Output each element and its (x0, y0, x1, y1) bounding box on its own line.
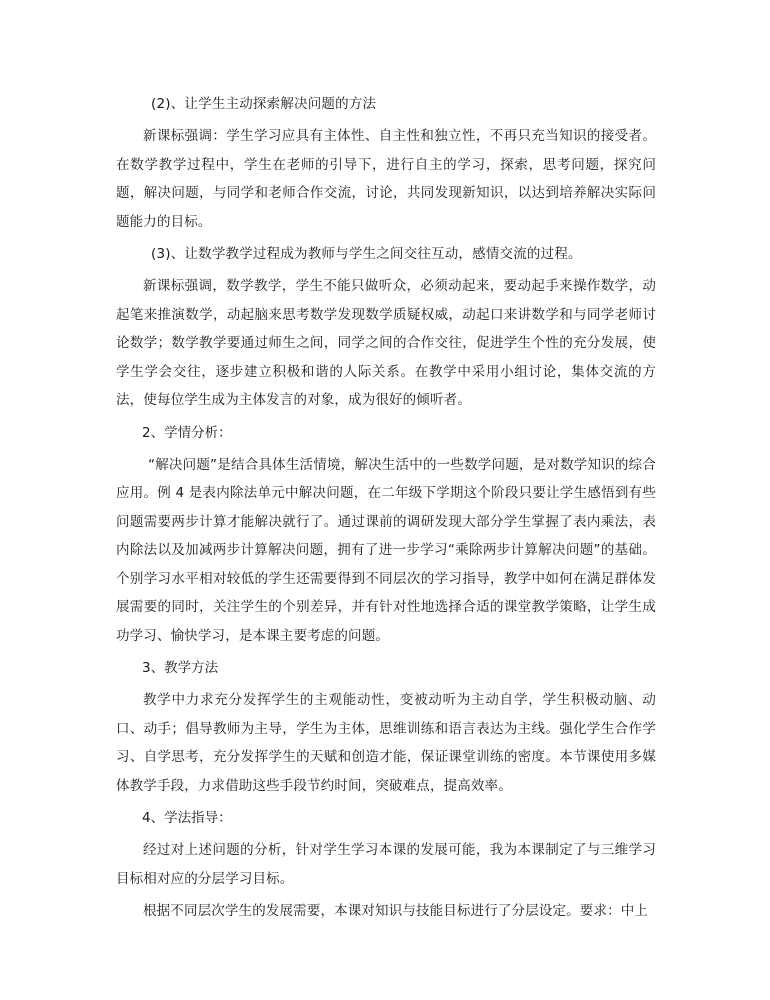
paragraph-student-analysis: “解决问题”是结合具体生活情境，解决生活中的一些数学问题，是对数学知识的综合应用。例 4 是表内除法单元中解决问题，在二年级下学期这个阶段只要让学生感悟到有些问题需要两步计算才能解决就行了。通过课前的调研发现大部分学生掌握了表内乘法，表内除法以及加减两步计算解决问题，拥有了进一步学习“乘除两步计算解决问题”的基础。个别学习水平相对较低的学生还需要得到不同层次的学习指导，教学中如何在满足群体发展需要的同时，关注学生的个别差异，并有针对性地选择合适的课堂教学策略，让学生成功学习、愉快学习，是本课主要考虑的问题。 (116, 456, 656, 644)
paragraph-teaching-methods: 教学中力求充分发挥学生的主观能动性，变被动听为主动自学，学生积极动脑、动口、动手；倡导教师为主导，学生为主体，思维训练和语言表达为主线。强化学生合作学习、自学思考，充分发挥学生的天赋和创造才能，保证课堂训练的密度。本节课使用多媒体教学手段，力求借助这些手段节约时间，突破难点，提高效率。 (116, 692, 656, 794)
paragraph-study-guidance: 经过对上述问题的分析，针对学生学习本课的发展可能，我为本课制定了与三维学习目标相对应的分层学习目标。 (116, 842, 656, 887)
paragraph-layered-goals: 根据不同层次学生的发展需要，本课对知识与技能目标进行了分层设定。要求：中上 (143, 903, 649, 919)
section-heading-student-analysis: 2、学情分析： (142, 424, 232, 441)
section-heading-teaching-methods: 3、教学方法 (142, 660, 219, 676)
paragraph-curriculum-interaction: 新课标强调，数学教学，学生不能只做听众，必须动起来，要动起手来操作数学，动起笔来推演数学，动起脑来思考数学发现数学质疑权威，动起口来讲数学和与同学老师讨论数学；数学教学要通过师生之间，同学之间的合作交往，促进学生个性的充分发展，使学生学会交往，逐步建立积极和谐的人际关系。在教学中采用小组讨论，集体交流的方法，使每位学生成为主体发言的对象，成为很好的倾听者。 (116, 278, 656, 408)
subheading-explore-methods: (2)、让学生主动探索解决问题的方法 (151, 96, 377, 112)
subheading-interaction-process: (3)、让数学教学过程成为教师与学生之间交往互动，感情交流的过程。 (151, 246, 582, 262)
section-heading-study-guidance: 4、学法指导： (142, 810, 232, 826)
paragraph-curriculum-autonomy: 新课标强调：学生学习应具有主体性、自主性和独立性，不再只充当知识的接受者。在数学教学过程中，学生在老师的引导下，进行自主的学习，探索，思考问题，探究问题，解决问题，与同学和老师合作交流，讨论，共同发现新知识，以达到培养解决实际问题能力的目标。 (116, 128, 656, 230)
document-page (116, 90, 656, 930)
